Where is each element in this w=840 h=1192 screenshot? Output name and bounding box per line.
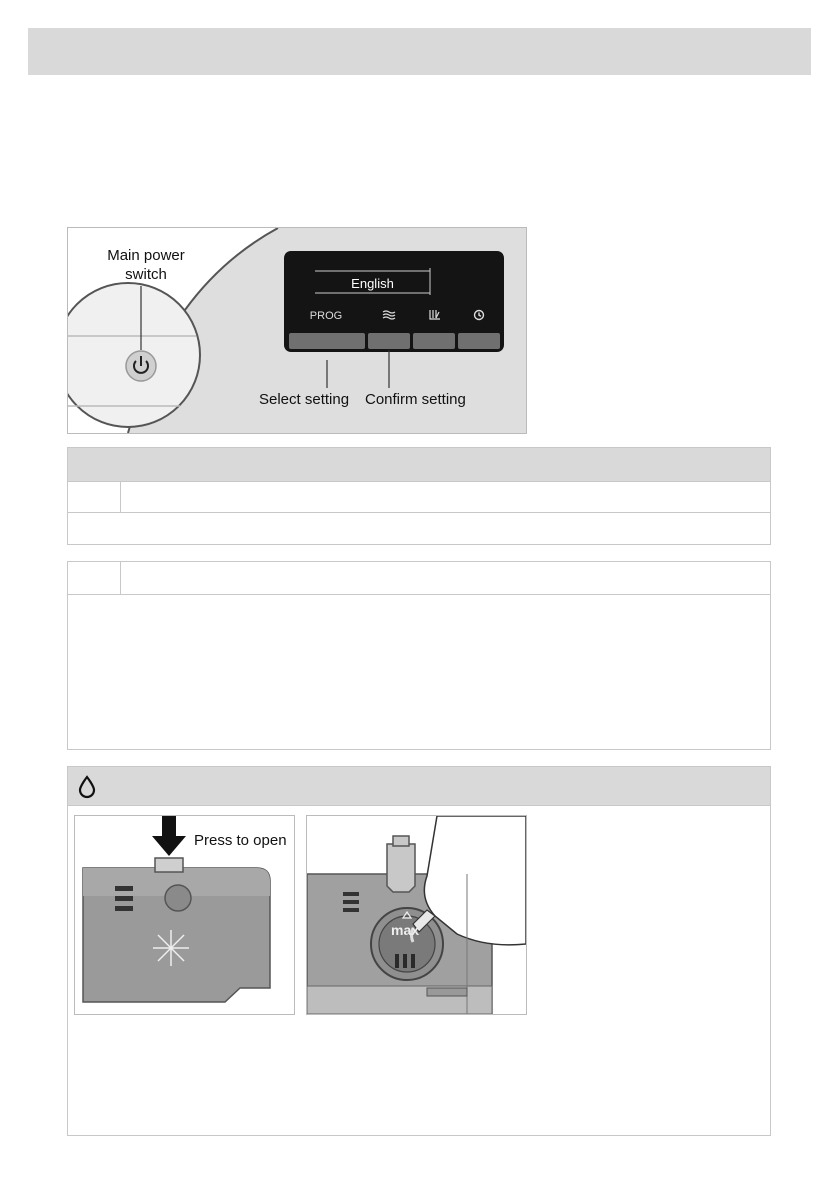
select-setting-label: Select setting bbox=[259, 391, 350, 408]
table-1-header bbox=[68, 448, 770, 482]
rinse-aid-text-area bbox=[74, 1023, 764, 1123]
dispenser-filling-image bbox=[306, 815, 527, 1015]
settings-table-2 bbox=[67, 561, 771, 750]
table-1-row-1-key-cell bbox=[68, 481, 121, 512]
table-2-header-key-cell bbox=[68, 562, 121, 594]
prog-button[interactable] bbox=[289, 333, 365, 349]
table-1-row-2 bbox=[68, 513, 770, 544]
settings-table-1 bbox=[67, 447, 771, 545]
prog-button-label: PROG bbox=[309, 310, 343, 322]
page-header-bar bbox=[28, 28, 811, 75]
water-drop-icon bbox=[77, 775, 97, 799]
press-to-open-label: Press to open bbox=[194, 832, 287, 849]
confirm-setting-label: Confirm setting bbox=[365, 391, 466, 408]
rinse-button[interactable] bbox=[368, 333, 410, 349]
control-panel-figure bbox=[67, 227, 527, 434]
dispenser-closed-image bbox=[74, 815, 295, 1015]
rinse-aid-section-header bbox=[68, 767, 770, 806]
display-language: English bbox=[351, 276, 394, 291]
delay-button[interactable] bbox=[458, 333, 500, 349]
table-1-row-1 bbox=[68, 481, 770, 513]
main-power-switch-label: Main power switch bbox=[107, 247, 185, 283]
table-2-body bbox=[68, 595, 770, 749]
rinse-aid-section bbox=[67, 766, 771, 1136]
table-2-header-row bbox=[68, 562, 770, 595]
half-load-button[interactable] bbox=[413, 333, 455, 349]
max-label: max bbox=[391, 922, 420, 938]
